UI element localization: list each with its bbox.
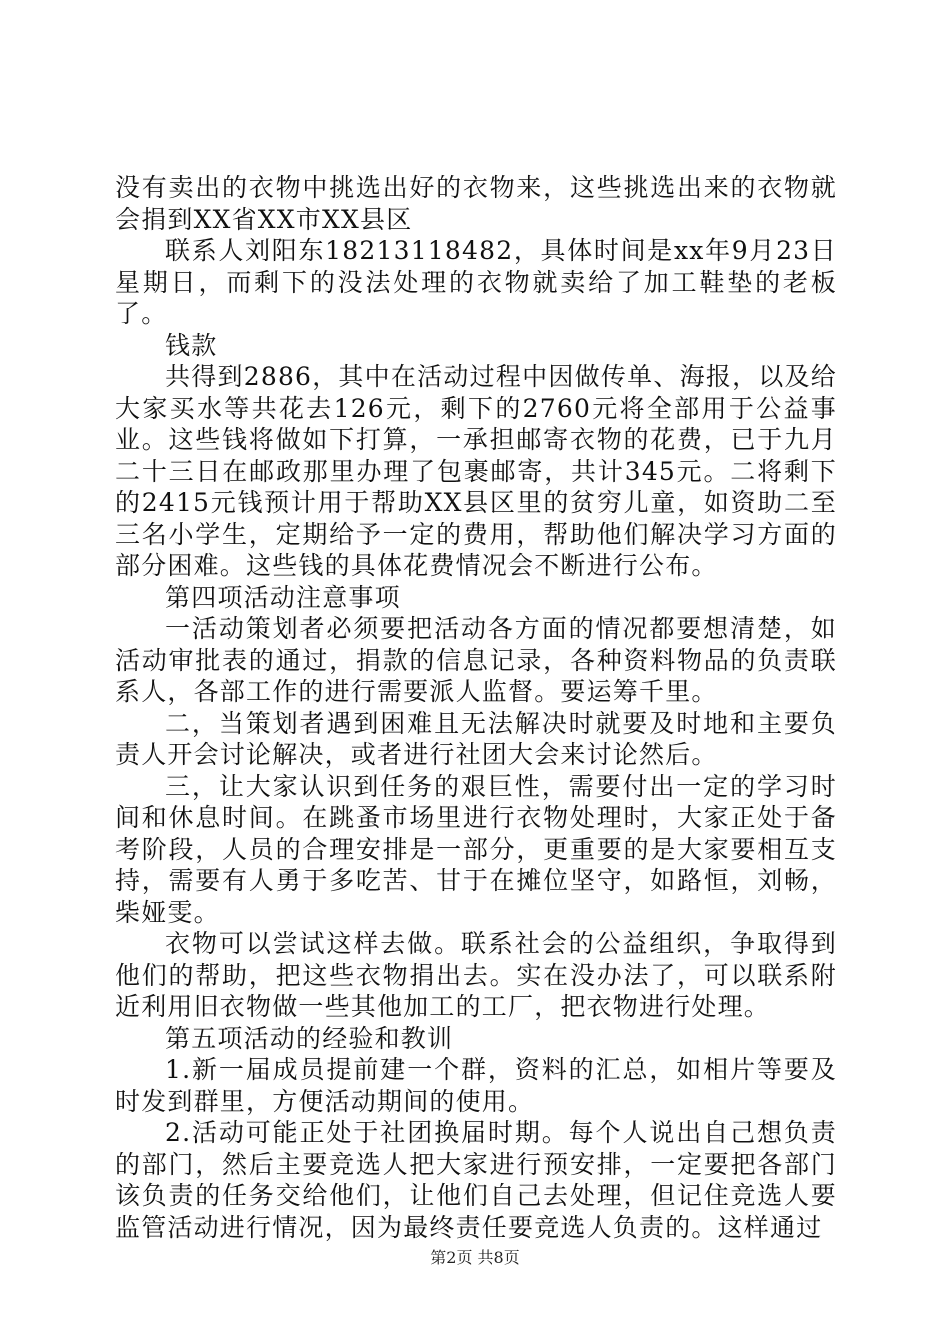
paragraph-8: 三，让大家认识到任务的艰巨性，需要付出一定的学习时间和休息时间。在跳蚤市场里进行衣物处理时，大家正处于备考阶段，人员的合理安排是一部分，更重要的是大家要相互支持，需要有人勇于多吃苦、甘于在摊位坚守，如路恒，刘畅，柴娅雯。 — [115, 771, 837, 927]
section-heading-money: 钱款 — [165, 330, 218, 360]
document-body — [115, 172, 837, 1243]
page-number: 第2页 共8页 — [430, 1248, 520, 1267]
paragraph-9: 衣物可以尝试这样去做。联系社会的公益组织，争取得到他们的帮助，把这些衣物捐出去。实在没办法了，可以联系附近利用旧衣物做一些其他加工的工厂，把衣物进行处理。 — [115, 929, 837, 1021]
paragraph-11: 1.新一届成员提前建一个群，资料的汇总，如相片等要及时发到群里，方便活动期间的使用。 — [115, 1055, 837, 1116]
paragraph-1: 没有卖出的衣物中挑选出好的衣物来，这些挑选出来的衣物就会捐到XX省XX市XX县区 — [115, 173, 837, 234]
page-footer — [0, 1245, 950, 1268]
paragraph-4: 共得到2886，其中在活动过程中因做传单、海报，以及给大家买水等共花去126元，剩下的2760元将全部用于公益事业。这些钱将做如下打算，一承担邮寄衣物的花费，已于九月二十三日在邮政那里办理了包裹邮寄，共计345元。二将剩下的2415元钱预计用于帮助XX县区里的贫穷儿童，如资助二至三名小学生，定期给予一定的费用，帮助他们解决学习方面的部分困难。这些钱的具体花费情况会不断进行公布。 — [115, 362, 837, 580]
paragraph-6: 一活动策划者必须要把活动各方面的情况都要想清楚，如活动审批表的通过，捐款的信息记录，各种资料物品的负责联系人，各部工作的进行需要派人监督。要运筹千里。 — [115, 614, 837, 706]
paragraph-12: 2.活动可能正处于社团换届时期。每个人说出自己想负责的部门，然后主要竞选人把大家进行预安排，一定要把各部门该负责的任务交给他们，让他们自己去处理，但记住竞选人要监管活动进行情况，因为最终责任要竞选人负责的。这样通过 — [115, 1118, 837, 1242]
section-heading-5: 第五项活动的经验和教训 — [165, 1023, 454, 1053]
paragraph-2: 联系人刘阳东18213118482，具体时间是xx年9月23日星期日，而剩下的没法处理的衣物就卖给了加工鞋垫的老板了。 — [115, 236, 837, 328]
paragraph-7: 二，当策划者遇到困难且无法解决时就要及时地和主要负责人开会讨论解决，或者进行社团大会来讨论然后。 — [115, 708, 837, 769]
section-heading-4: 第四项活动注意事项 — [165, 582, 401, 612]
